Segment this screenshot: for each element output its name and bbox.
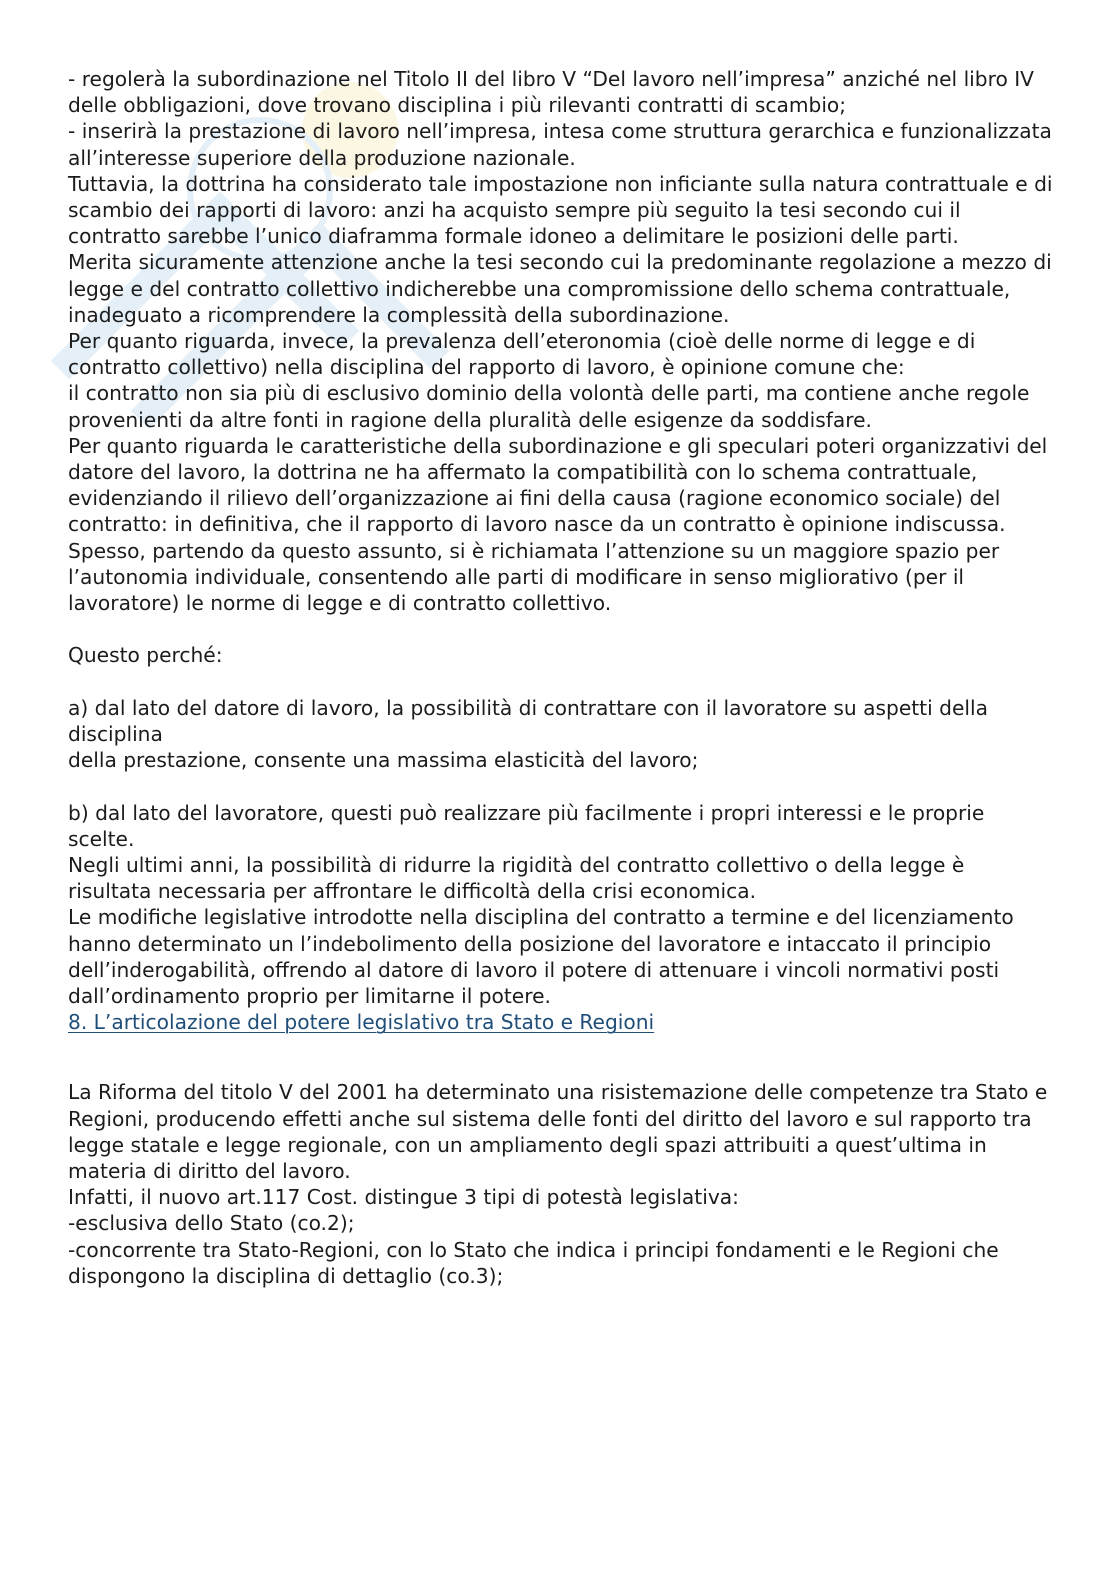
- paragraph: Merita sicuramente attenzione anche la tesi secondo cui la predominante regolazione a mezzo di legge e del contratto collettivo indicherebbe una compromissione dello schema contrattuale, inadeguato a ricomprendere la complessità della subordinazione.: [68, 250, 1052, 327]
- blank-line: [68, 1035, 1053, 1079]
- paragraph: Infatti, il nuovo art.117 Cost. distingue 3 tipi di potestà legislativa:: [68, 1185, 739, 1210]
- list-item: -esclusiva dello Stato (co.2);: [68, 1211, 355, 1236]
- list-item-a-continued: della prestazione, consente una massima elasticità del lavoro;: [68, 748, 699, 773]
- paragraph: Per quanto riguarda le caratteristiche della subordinazione e gli speculari poteri organizzativi del datore del lavoro, la dottrina ne ha affermato la compatibilità con lo schema contrattuale, evidenziando il rilievo dell’organizzazione ai fini della causa (ragione economico sociale) del contratto: in definitiva, che il rapporto di lavoro nasce da un contratto è opinione indiscussa.: [68, 433, 1048, 537]
- paragraph: Per quanto riguarda, invece, la prevalenza dell’eteronomia (cioè delle norme di legge e di contratto collettivo) nella disciplina del rapporto di lavoro, è opinione comune che:: [68, 329, 976, 380]
- list-item: -concorrente tra Stato-Regioni, con lo Stato che indica i principi fondamenti e le Regioni che dispongono la disciplina di dettaglio (co.3);: [68, 1237, 999, 1288]
- paragraph: Tuttavia, la dottrina ha considerato tale impostazione non inficiante sulla natura contrattuale e di scambio dei rapporti di lavoro: anzi ha acquisto sempre più seguito la tesi secondo cui il contratto sarebbe l’unico diaframma formale idoneo a delimitare le posizioni delle parti.: [68, 171, 1053, 249]
- paragraph: Le modifiche legislative introdotte nella disciplina del contratto a termine e del licenziamento hanno determinato un l’indebolimento della posizione del lavoratore e intaccato il principio dell’inderogabilità, offrendo al datore di lavoro il potere di attenuare i vincoli normativi posti dall’ordinamento proprio per limitarne il potere.: [68, 905, 1014, 1009]
- paragraph: Questo perché:: [68, 643, 223, 668]
- list-item-b: b) dal lato del lavoratore, questi può realizzare più facilmente i propri interessi e le proprie scelte.: [68, 800, 985, 851]
- document-body: [68, 66, 1053, 1289]
- paragraph: - inserirà la prestazione di lavoro nell’impresa, intesa come struttura gerarchica e funzionalizzata all’interesse superiore della produzione nazionale.: [68, 119, 1052, 170]
- section-heading-link[interactable]: 8. L’articolazione del potere legislativo tra Stato e Regioni: [68, 1010, 655, 1035]
- blank-line: [68, 773, 1053, 799]
- paragraph: Spesso, partendo da questo assunto, si è richiamata l’attenzione su un maggiore spazio per l’autonomia individuale, consentendo alle parti di modificare in senso migliorativo (per il lavoratore) le norme di legge e di contratto collettivo.: [68, 538, 1000, 616]
- paragraph: il contratto non sia più di esclusivo dominio della volontà delle parti, ma contiene anche regole provenienti da altre fonti in ragione della pluralità delle esigenze da soddisfare.: [68, 381, 1030, 432]
- paragraph: La Riforma del titolo V del 2001 ha determinato una risistemazione delle competenze tra Stato e Regioni, producendo effetti anche sul sistema delle fonti del diritto del lavoro e sul rapporto tra legge statale e legge regionale, con un ampliamento degli spazi attribuiti a quest’ultima in materia di diritto del lavoro.: [68, 1080, 1048, 1184]
- blank-line: [68, 669, 1053, 695]
- paragraph: Negli ultimi anni, la possibilità di ridurre la rigidità del contratto collettivo o della legge è risultata necessaria per affrontare le difficoltà della crisi economica.: [68, 853, 965, 904]
- blank-line: [68, 616, 1053, 642]
- paragraph: - regolerà la subordinazione nel Titolo II del libro V “Del lavoro nell’impresa” anziché nel libro IV delle obbligazioni, dove trovano disciplina i più rilevanti contratti di scambio;: [68, 67, 1034, 118]
- list-item-a: a) dal lato del datore di lavoro, la possibilità di contrattare con il lavoratore su aspetti della disciplina: [68, 695, 988, 747]
